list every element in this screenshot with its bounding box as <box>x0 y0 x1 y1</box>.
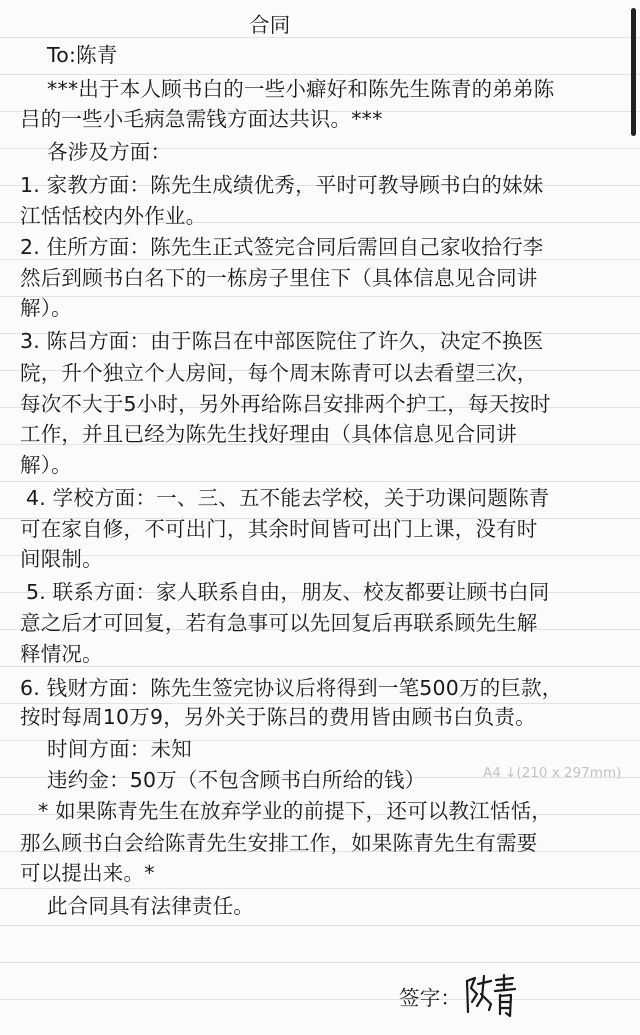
scrollbar[interactable] <box>631 8 636 136</box>
text-line: 4. 学校方面：一、三、五不能去学校，关于功课问题陈青 <box>26 486 550 510</box>
text-line: 吕的一些小毛病急需钱方面达共识。*** <box>20 107 383 131</box>
text-line: 每次不大于5小时，另外再给陈吕安排两个护工，每天按时 <box>20 392 551 416</box>
text-line: 6. 钱财方面：陈先生签完协议后将得到一笔500万的巨款， <box>20 676 563 700</box>
text-line: 5. 联系方面：家人联系自由，朋友、校友都要让顾书白同 <box>26 580 550 604</box>
text-line: 然后到顾书白名下的一栋房子里住下（具体信息见合同讲 <box>20 266 538 290</box>
text-line: 可以提出来。* <box>20 861 155 885</box>
signature-label: 签字： <box>399 986 462 1010</box>
text-line: 释情况。 <box>20 642 103 666</box>
addressee-line: To:陈青 <box>47 43 118 67</box>
page-size-label: A4 ↓(210 x 297mm) <box>483 765 622 781</box>
text-line: 意之后才可回复，若有急事可以先回复后再联系顾先生解 <box>20 611 538 635</box>
text-line: 院，升个独立个人房间，每个周末陈青可以去看望三次， <box>20 361 538 385</box>
text-line: 2. 住所方面：陈先生正式签完合同后需回自己家收拾行李 <box>20 235 544 259</box>
text-line: 3. 陈吕方面：由于陈吕在中部医院住了许久，决定不换医 <box>20 329 544 353</box>
text-line: 此合同具有法律责任。 <box>47 894 254 918</box>
text-line: 解）。 <box>20 453 72 477</box>
text-line: 时间方面：未知 <box>47 737 192 761</box>
text-line: 那么顾书白会给陈青先生安排工作，如果陈青先生有需要 <box>20 831 538 855</box>
text-line: 间限制。 <box>20 547 103 571</box>
text-line: 按时每周10万9，另外关于陈吕的费用皆由顾书白负责。 <box>20 705 536 729</box>
text-line: 各涉及方面： <box>47 140 172 164</box>
handwritten-signature <box>463 972 521 1020</box>
text-line: 可在家自修，不可出门，其余时间皆可出门上课，没有时 <box>20 517 538 541</box>
text-line: 工作，并且已经为陈先生找好理由（具体信息见合同讲 <box>20 422 517 446</box>
text-line: * 如果陈青先生在放弃学业的前提下，还可以教江恬恬， <box>38 799 552 823</box>
text-line: 解）。 <box>20 296 72 320</box>
text-line: 1. 家教方面：陈先生成绩优秀，平时可教导顾书白的妹妹 <box>20 173 544 197</box>
text-line: 江恬恬校内外作业。 <box>20 204 207 228</box>
text-line: 违约金：50万（不包含顾书白所给的钱） <box>47 768 426 792</box>
document-title: 合同 <box>249 13 291 37</box>
text-line: ***出于本人顾书白的一些小癖好和陈先生陈青的弟弟陈 <box>47 77 555 101</box>
